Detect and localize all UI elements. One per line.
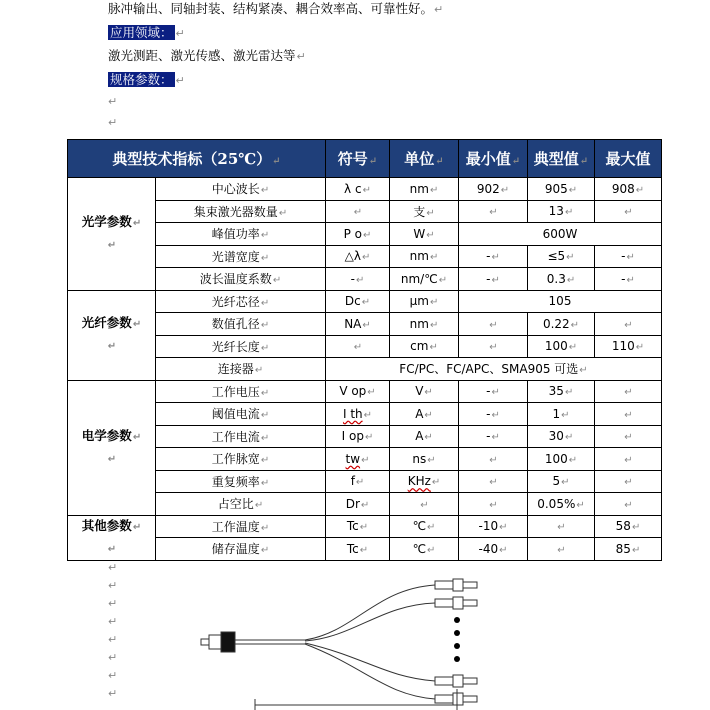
min-cell: -↵ xyxy=(459,268,528,291)
connector-options-cell: FC/PC、FC/APC、SMA905 可选↵ xyxy=(326,358,662,381)
typ-cell: 30↵ xyxy=(528,425,595,448)
min-cell: ↵ xyxy=(459,335,528,358)
min-cell: -↵ xyxy=(459,380,528,403)
typ-cell: ≤5↵ xyxy=(528,245,595,268)
max-cell: 85↵ xyxy=(595,538,662,561)
min-cell: -10↵ xyxy=(459,515,528,538)
paragraph-mark: ↵ xyxy=(108,651,118,664)
value-span-cell: 105 xyxy=(459,290,662,313)
group-label: 其他参数↵ ↵ xyxy=(68,515,156,560)
group-label: 光学参数↵ ↵ xyxy=(68,178,156,291)
typ-cell: 1↵ xyxy=(528,403,595,426)
table-row xyxy=(68,223,662,246)
table-row xyxy=(68,380,662,403)
table-row xyxy=(68,515,662,538)
paragraph-mark: ↵ xyxy=(108,95,118,108)
min-cell: -↵ xyxy=(459,425,528,448)
param-cell: 波长温度系数↵ xyxy=(156,268,326,291)
table-row xyxy=(68,358,662,381)
max-cell: ↵ xyxy=(595,200,662,223)
symbol-cell: NA↵ xyxy=(326,313,390,336)
param-cell: 集束激光器数量↵ xyxy=(156,200,326,223)
param-cell: 数值孔径↵ xyxy=(156,313,326,336)
max-cell: -↵ xyxy=(595,268,662,291)
typ-cell: 13↵ xyxy=(528,200,595,223)
typ-cell: 100↵ xyxy=(528,448,595,471)
symbol-cell: Dr↵ xyxy=(326,493,390,516)
unit-cell: ↵ xyxy=(390,493,459,516)
paragraph-mark: ↵ xyxy=(108,116,118,129)
param-cell: 光纤芯径↵ xyxy=(156,290,326,313)
max-cell: 58↵ xyxy=(595,515,662,538)
application-heading: 应用领域： ↵ xyxy=(110,25,185,40)
unit-cell: 支↵ xyxy=(390,200,459,223)
unit-cell: cm↵ xyxy=(390,335,459,358)
continuation-dots xyxy=(454,617,460,662)
max-cell: ↵ xyxy=(595,380,662,403)
unit-cell: nm↵ xyxy=(390,178,459,201)
symbol-cell: λ c↵ xyxy=(326,178,390,201)
table-row xyxy=(68,470,662,493)
symbol-cell: I op↵ xyxy=(326,425,390,448)
min-cell: ↵ xyxy=(459,448,528,471)
table-row xyxy=(68,538,662,561)
group-label: 电学参数↵ ↵ xyxy=(68,380,156,515)
unit-cell: A↵ xyxy=(390,425,459,448)
unit-cell: ℃↵ xyxy=(390,515,459,538)
symbol-cell: I th↵ xyxy=(326,403,390,426)
typ-cell: 35↵ xyxy=(528,380,595,403)
param-cell: 工作电流↵ xyxy=(156,425,326,448)
spec-table-header xyxy=(68,140,662,178)
unit-cell: ns↵ xyxy=(390,448,459,471)
paragraph-mark: ↵ xyxy=(108,633,118,646)
typ-cell: 5↵ xyxy=(528,470,595,493)
param-cell: 工作温度↵ xyxy=(156,515,326,538)
header-typ: 典型值↵ xyxy=(528,140,595,178)
min-cell: ↵ xyxy=(459,200,528,223)
typ-cell: ↵ xyxy=(528,515,595,538)
param-cell: 峰值功率↵ xyxy=(156,223,326,246)
param-cell: 光纤长度↵ xyxy=(156,335,326,358)
typ-cell: 0.22↵ xyxy=(528,313,595,336)
header-min: 最小值↵ xyxy=(459,140,528,178)
typ-cell: 100↵ xyxy=(528,335,595,358)
table-row xyxy=(68,425,662,448)
min-cell: ↵ xyxy=(459,313,528,336)
unit-cell: A↵ xyxy=(390,403,459,426)
max-cell: ↵ xyxy=(595,470,662,493)
param-cell: 连接器↵ xyxy=(156,358,326,381)
typ-cell: ↵ xyxy=(528,538,595,561)
min-cell: -↵ xyxy=(459,403,528,426)
symbol-cell: f↵ xyxy=(326,470,390,493)
min-cell: ↵ xyxy=(459,470,528,493)
paragraph-mark: ↵ xyxy=(108,597,118,610)
typ-cell: 0.3↵ xyxy=(528,268,595,291)
symbol-cell: Tc↵ xyxy=(326,538,390,561)
value-span-cell: 600W xyxy=(459,223,662,246)
typ-cell: 0.05%↵ xyxy=(528,493,595,516)
symbol-cell: ↵ xyxy=(326,200,390,223)
symbol-cell: tw↵ xyxy=(326,448,390,471)
connector-ferrule xyxy=(221,632,235,652)
param-cell: 中心波长↵ xyxy=(156,178,326,201)
unit-cell: nm/℃↵ xyxy=(390,268,459,291)
param-cell: 阈值电流↵ xyxy=(156,403,326,426)
min-cell: ↵ xyxy=(459,493,528,516)
max-cell: 110↵ xyxy=(595,335,662,358)
spec-heading: 规格参数： ↵ xyxy=(110,72,185,87)
table-row xyxy=(68,290,662,313)
symbol-cell: Dc↵ xyxy=(326,290,390,313)
unit-cell: KHz↵ xyxy=(390,470,459,493)
table-row xyxy=(68,200,662,223)
unit-cell: nm↵ xyxy=(390,245,459,268)
paragraph-mark: ↵ xyxy=(108,615,118,628)
header-unit: 单位↵ xyxy=(390,140,459,178)
fiber-end-connectors xyxy=(435,579,477,705)
max-cell: ↵ xyxy=(595,493,662,516)
table-row xyxy=(68,493,662,516)
table-row xyxy=(68,313,662,336)
application-text: 激光测距、激光传感、激光雷达等↵ xyxy=(108,48,306,63)
symbol-cell: P o↵ xyxy=(326,223,390,246)
table-row xyxy=(68,403,662,426)
param-cell: 工作脉宽↵ xyxy=(156,448,326,471)
max-cell: ↵ xyxy=(595,313,662,336)
max-cell: ↵ xyxy=(595,448,662,471)
spec-table xyxy=(67,139,662,561)
max-cell: -↵ xyxy=(595,245,662,268)
min-cell: -↵ xyxy=(459,245,528,268)
paragraph-mark: ↵ xyxy=(108,561,118,574)
group-label: 光纤参数↵ ↵ xyxy=(68,290,156,380)
header-indicator: 典型技术指标（25℃）↵ xyxy=(68,140,326,178)
symbol-cell: ↵ xyxy=(326,335,390,358)
symbol-cell: △λ↵ xyxy=(326,245,390,268)
min-cell: 902↵ xyxy=(459,178,528,201)
table-row xyxy=(68,335,662,358)
symbol-cell: Tc↵ xyxy=(326,515,390,538)
param-cell: 储存温度↵ xyxy=(156,538,326,561)
param-cell: 重复频率↵ xyxy=(156,470,326,493)
typ-cell: 905↵ xyxy=(528,178,595,201)
param-cell: 占空比↵ xyxy=(156,493,326,516)
unit-cell: ℃↵ xyxy=(390,538,459,561)
table-row xyxy=(68,245,662,268)
param-cell: 工作电压↵ xyxy=(156,380,326,403)
unit-cell: V↵ xyxy=(390,380,459,403)
paragraph-mark: ↵ xyxy=(108,579,118,592)
max-cell: ↵ xyxy=(595,425,662,448)
table-row xyxy=(68,268,662,291)
table-row xyxy=(68,448,662,471)
header-symbol: 符号↵ xyxy=(326,140,390,178)
fiber-bundle-diagram xyxy=(195,577,515,710)
unit-cell: μm↵ xyxy=(390,290,459,313)
symbol-cell: V op↵ xyxy=(326,380,390,403)
paragraph-mark: ↵ xyxy=(108,669,118,682)
max-cell: ↵ xyxy=(595,403,662,426)
paragraph-mark: ↵ xyxy=(108,687,118,700)
symbol-cell: -↵ xyxy=(326,268,390,291)
intro-line: 脉冲输出、同轴封装、结构紧凑、耦合效率高、可靠性好。↵ xyxy=(108,1,444,16)
unit-cell: W↵ xyxy=(390,223,459,246)
connector-body xyxy=(209,635,221,649)
min-cell: -40↵ xyxy=(459,538,528,561)
unit-cell: nm↵ xyxy=(390,313,459,336)
header-max: 最大值 xyxy=(595,140,662,178)
max-cell: 908↵ xyxy=(595,178,662,201)
param-cell: 光谱宽度↵ xyxy=(156,245,326,268)
table-row xyxy=(68,178,662,201)
